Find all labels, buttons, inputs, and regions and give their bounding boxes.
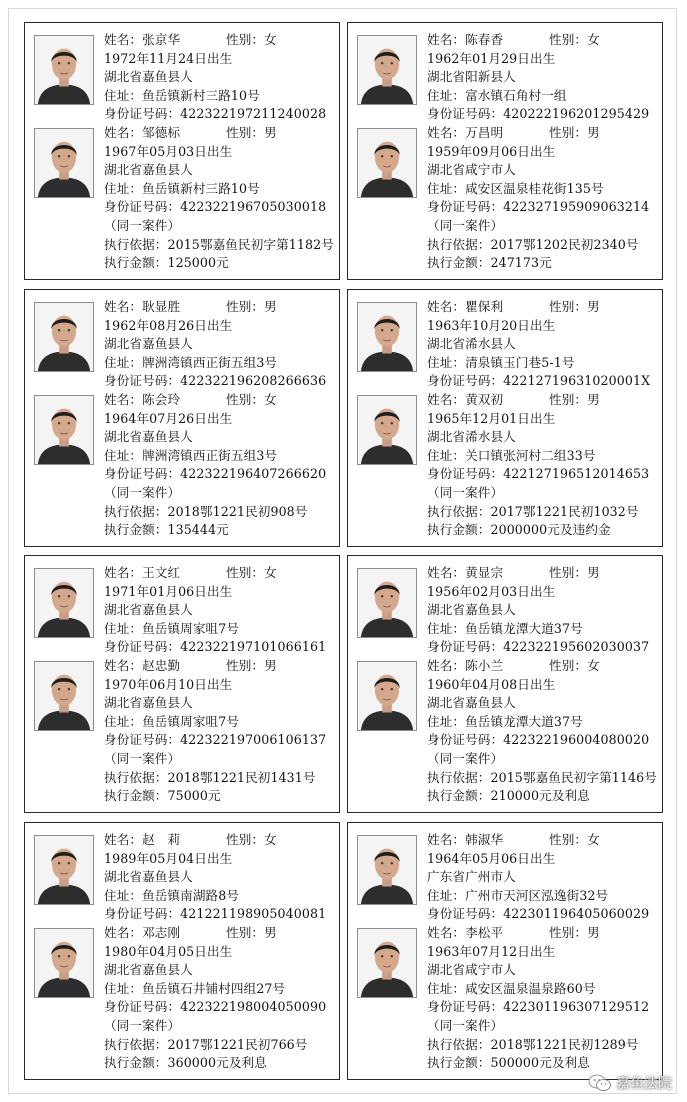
- person-gender: 性别：男: [549, 299, 600, 314]
- person-address: 住址：鱼岳镇周家咀7号: [104, 713, 240, 729]
- person-address: 住址：广州市天河区泓逸街32号: [427, 887, 609, 903]
- person-address: 住址：牌洲湾镇西正街五组3号: [104, 354, 278, 370]
- same-case-note: （同一案件）: [104, 751, 181, 766]
- same-case-note: （同一案件）: [427, 751, 504, 766]
- person-origin: 湖北省嘉鱼县人: [104, 602, 193, 618]
- execution-basis: 执行依据：2017鄂1221民初1032号: [427, 503, 639, 519]
- person-id-number: 身份证号码：42212719631020001X: [427, 373, 651, 389]
- person-id-number: 身份证号码：420222196201295429: [427, 106, 650, 122]
- same-case-note: （同一案件）: [427, 1018, 504, 1033]
- person-birth-date: 1970年06月10日出生: [104, 676, 233, 692]
- person-photo: [34, 128, 94, 198]
- person-photo: [357, 568, 417, 638]
- person-birth-date: 1963年10月20日出生: [427, 317, 556, 333]
- execution-amount: 执行金额：210000元及利息: [427, 788, 590, 804]
- execution-basis: 执行依据：2018鄂1221民初1431号: [104, 769, 316, 785]
- person-name: 姓名：耿显胜: [104, 299, 181, 314]
- person-id-number: 身份证号码：422327195909063214: [427, 199, 650, 215]
- person-id-number: 身份证号码：421221198905040081: [104, 906, 327, 922]
- person-birth-date: 1960年04月08日出生: [427, 676, 556, 692]
- person-gender: 性别：女: [549, 658, 600, 673]
- person-photo: [357, 928, 417, 998]
- person-origin: 湖北省咸宁市人: [427, 162, 516, 178]
- person-origin: 湖北省嘉鱼县人: [427, 602, 516, 618]
- person-photo: [357, 302, 417, 372]
- person-photo: [34, 568, 94, 638]
- execution-basis: 执行依据：2015鄂嘉鱼民初字第1146号: [427, 769, 657, 785]
- person-address: 住址：鱼岳镇周家咀7号: [104, 620, 240, 636]
- person-origin: 湖北省阳新县人: [427, 69, 516, 85]
- debtor-card: [347, 289, 663, 547]
- person-birth-date: 1959年09月06日出生: [427, 143, 556, 159]
- person-origin: 湖北省嘉鱼县人: [427, 695, 516, 711]
- person-id-number: 身份证号码：422127196512014653: [427, 466, 650, 482]
- person-gender: 性别：男: [226, 925, 277, 940]
- execution-amount: 执行金额：2000000元及违约金: [427, 522, 611, 538]
- person-origin: 湖北省嘉鱼县人: [104, 429, 193, 445]
- person-name: 姓名：王文红: [104, 565, 181, 580]
- execution-basis: 执行依据：2018鄂1221民初1289号: [427, 1036, 639, 1052]
- person-origin: 湖北省嘉鱼县人: [104, 695, 193, 711]
- person-name: 姓名：陈春香: [427, 32, 504, 47]
- person-name: 姓名：黄双初: [427, 392, 504, 407]
- person-gender: 性别：男: [226, 658, 277, 673]
- person-id-number: 身份证号码：422322197006106137: [104, 732, 327, 748]
- person-name: 姓名：瞿保利: [427, 299, 504, 314]
- debtor-card: [24, 289, 340, 547]
- execution-amount: 执行金额：360000元及利息: [104, 1055, 267, 1071]
- person-id-number: 身份证号码：422322196407266620: [104, 466, 327, 482]
- person-address: 住址：鱼岳镇石井铺村四组27号: [104, 980, 286, 996]
- person-birth-date: 1962年08月26日出生: [104, 317, 233, 333]
- person-photo: [34, 661, 94, 731]
- execution-amount: 执行金额：500000元及利息: [427, 1055, 590, 1071]
- wechat-icon: [588, 1074, 612, 1092]
- person-photo: [34, 302, 94, 372]
- person-address: 住址：牌洲湾镇西正街五组3号: [104, 447, 278, 463]
- person-id-number: 身份证号码：422301196307129512: [427, 999, 650, 1015]
- person-address: 住址：富水镇石角村一组: [427, 87, 567, 103]
- person-name: 姓名：韩淑华: [427, 832, 504, 847]
- person-address: 住址：鱼岳镇新村三路10号: [104, 87, 260, 103]
- person-gender: 性别：女: [226, 32, 277, 47]
- person-origin: 湖北省浠水县人: [427, 336, 516, 352]
- person-origin: 湖北省嘉鱼县人: [104, 869, 193, 885]
- person-id-number: 身份证号码：422322196705030018: [104, 199, 327, 215]
- debtor-card: [347, 22, 663, 280]
- person-name: 姓名：邓志刚: [104, 925, 181, 940]
- person-address: 住址：关口镇张河村二组33号: [427, 447, 596, 463]
- person-origin: 湖北省嘉鱼县人: [104, 162, 193, 178]
- execution-amount: 执行金额：247173元: [427, 255, 552, 271]
- person-birth-date: 1980年04月05日出生: [104, 943, 233, 959]
- person-name: 姓名：陈会玲: [104, 392, 181, 407]
- person-gender: 性别：女: [549, 32, 600, 47]
- person-gender: 性别：女: [226, 565, 277, 580]
- person-id-number: 身份证号码：422322196208266636: [104, 373, 327, 389]
- execution-amount: 执行金额：125000元: [104, 255, 229, 271]
- person-photo: [357, 128, 417, 198]
- debtor-card: [24, 822, 340, 1080]
- person-gender: 性别：女: [549, 832, 600, 847]
- person-gender: 性别：男: [549, 925, 600, 940]
- person-birth-date: 1971年01月06日出生: [104, 583, 233, 599]
- person-gender: 性别：男: [226, 299, 277, 314]
- person-id-number: 身份证号码：422322197211240028: [104, 106, 327, 122]
- person-gender: 性别：女: [226, 832, 277, 847]
- person-gender: 性别：男: [549, 392, 600, 407]
- person-birth-date: 1962年01月29日出生: [427, 50, 556, 66]
- person-origin: 广东省广州市人: [427, 869, 516, 885]
- person-name: 姓名：赵忠勤: [104, 658, 181, 673]
- person-photo: [357, 661, 417, 731]
- person-birth-date: 1963年07月12日出生: [427, 943, 556, 959]
- same-case-note: （同一案件）: [104, 485, 181, 500]
- execution-basis: 执行依据：2017鄂1221民初766号: [104, 1036, 308, 1052]
- person-address: 住址：咸安区温泉温泉路60号: [427, 980, 596, 996]
- same-case-note: （同一案件）: [104, 1018, 181, 1033]
- person-origin: 湖北省浠水县人: [427, 429, 516, 445]
- person-id-number: 身份证号码：422322196004080020: [427, 732, 650, 748]
- person-gender: 性别：男: [226, 125, 277, 140]
- person-address: 住址：鱼岳镇龙潭大道37号: [427, 620, 583, 636]
- debtor-card: [347, 555, 663, 813]
- person-origin: 湖北省嘉鱼县人: [104, 336, 193, 352]
- person-id-number: 身份证号码：422322198004050090: [104, 999, 327, 1015]
- person-photo: [34, 395, 94, 465]
- person-birth-date: 1956年02月03日出生: [427, 583, 556, 599]
- debtor-card: [24, 555, 340, 813]
- execution-basis: 执行依据：2015鄂嘉鱼民初字第1182号: [104, 236, 334, 252]
- person-address: 住址：鱼岳镇南湖路8号: [104, 887, 240, 903]
- person-birth-date: 1965年12月01日出生: [427, 410, 556, 426]
- person-id-number: 身份证号码：422301196405060029: [427, 906, 650, 922]
- person-birth-date: 1964年07月26日出生: [104, 410, 233, 426]
- person-id-number: 身份证号码：422322195602030037: [427, 639, 650, 655]
- same-case-note: （同一案件）: [427, 218, 504, 233]
- debtor-card: [347, 822, 663, 1080]
- person-photo: [357, 35, 417, 105]
- person-photo: [357, 835, 417, 905]
- person-id-number: 身份证号码：422322197101066161: [104, 639, 327, 655]
- person-name: 姓名：邹德标: [104, 125, 181, 140]
- person-name: 姓名：万昌明: [427, 125, 504, 140]
- person-birth-date: 1964年05月06日出生: [427, 850, 556, 866]
- person-address: 住址：鱼岳镇新村三路10号: [104, 180, 260, 196]
- person-name: 姓名：张京华: [104, 32, 181, 47]
- person-photo: [34, 35, 94, 105]
- person-birth-date: 1989年05月04日出生: [104, 850, 233, 866]
- person-origin: 湖北省嘉鱼县人: [104, 962, 193, 978]
- execution-basis: 执行依据：2018鄂1221民初908号: [104, 503, 308, 519]
- person-address: 住址：鱼岳镇龙潭大道37号: [427, 713, 583, 729]
- person-name: 姓名：黄显宗: [427, 565, 504, 580]
- watermark: [588, 1072, 672, 1094]
- execution-amount: 执行金额：135444元: [104, 522, 229, 538]
- person-gender: 性别：男: [549, 565, 600, 580]
- person-gender: 性别：女: [226, 392, 277, 407]
- person-name: 姓名：陈小兰: [427, 658, 504, 673]
- person-photo: [357, 395, 417, 465]
- person-origin: 湖北省咸宁市人: [427, 962, 516, 978]
- person-photo: [34, 835, 94, 905]
- same-case-note: （同一案件）: [104, 218, 181, 233]
- person-address: 住址：清泉镇玉门巷5-1号: [427, 354, 575, 370]
- debtor-card: [24, 22, 340, 280]
- watermark-text: 嘉鱼法院: [616, 1076, 672, 1092]
- person-name: 姓名：赵 莉: [104, 832, 181, 847]
- person-birth-date: 1972年11月24日出生: [104, 50, 233, 66]
- person-address: 住址：咸安区温泉桂花街135号: [427, 180, 604, 196]
- execution-basis: 执行依据：2017鄂1202民初2340号: [427, 236, 639, 252]
- person-name: 姓名：李松平: [427, 925, 504, 940]
- person-birth-date: 1967年05月03日出生: [104, 143, 233, 159]
- person-gender: 性别：男: [549, 125, 600, 140]
- same-case-note: （同一案件）: [427, 485, 504, 500]
- person-photo: [34, 928, 94, 998]
- execution-amount: 执行金额：75000元: [104, 788, 221, 804]
- person-origin: 湖北省嘉鱼县人: [104, 69, 193, 85]
